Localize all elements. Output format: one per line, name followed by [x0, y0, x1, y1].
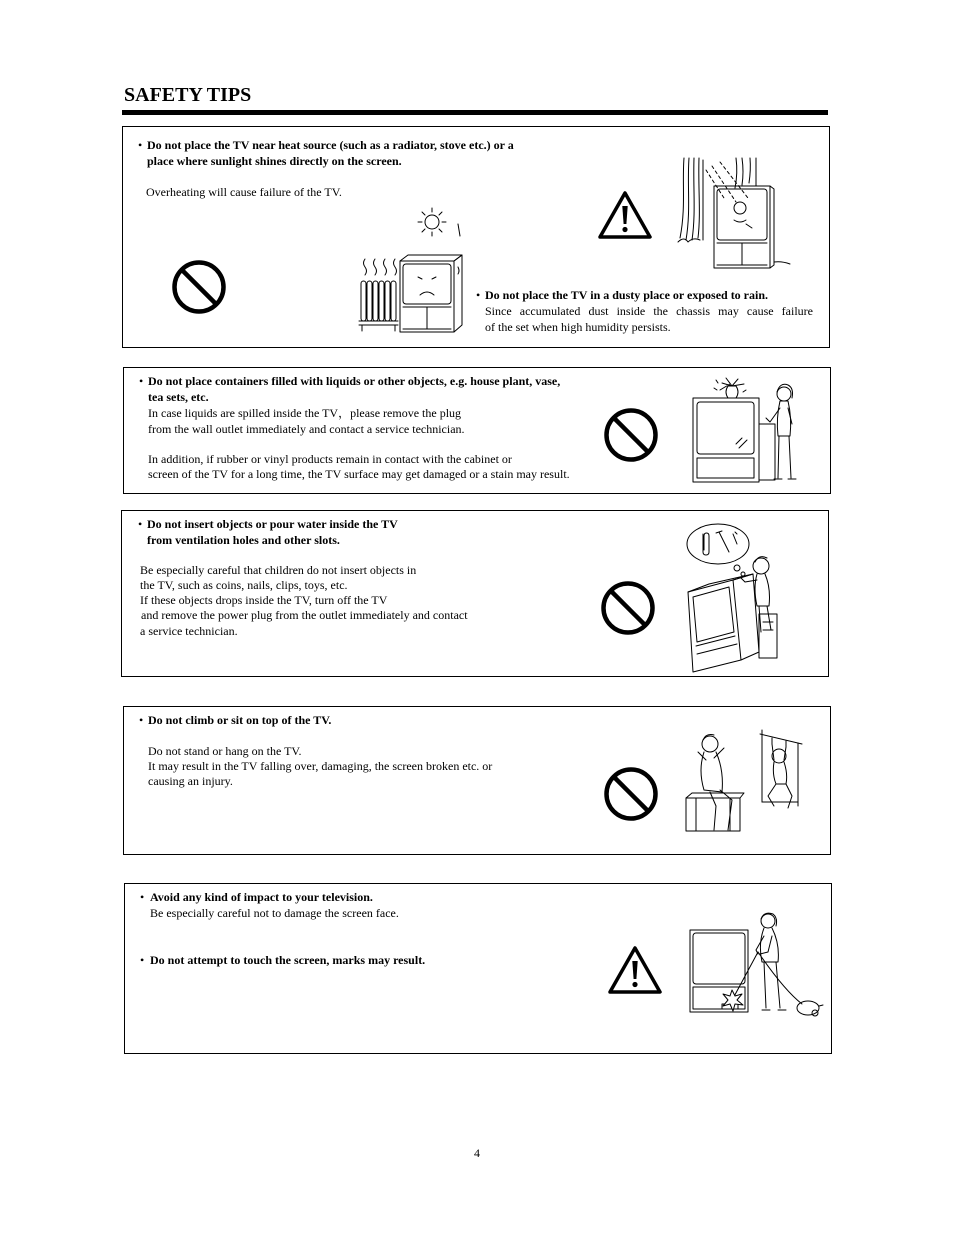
tip-body-line: In addition, if rubber or vinyl products remain in contact with the cabinet or	[148, 452, 512, 466]
child-drawing	[741, 557, 771, 632]
page-number: 4	[474, 1146, 480, 1160]
tip-body-line: If these objects drops inside the TV, turn off the TV	[140, 593, 388, 607]
impact-star-drawing	[723, 990, 743, 1011]
safety-tip-box-heat-and-dust	[122, 126, 830, 348]
tv-drawing	[690, 930, 748, 1012]
woman-drawing	[756, 913, 786, 1010]
bullet: •	[140, 953, 145, 967]
tv-drawing	[714, 186, 774, 268]
tip-heading-line: from ventilation holes and other slots.	[147, 533, 340, 547]
bullet: •	[138, 517, 143, 531]
prohibition-icon	[171, 259, 227, 315]
tv-drawing	[688, 574, 759, 672]
tip-body-line: of the set when high humidity persists.	[485, 320, 671, 334]
tip-heading-line: tea sets, etc.	[148, 390, 209, 404]
sun-rays-drawing	[706, 162, 748, 202]
title-underline-rule	[122, 110, 828, 115]
child-inserting-objects-illustration	[685, 522, 779, 674]
safety-tip-box-liquids	[123, 367, 831, 494]
warning-icon	[597, 190, 653, 240]
bullet: •	[476, 288, 481, 302]
tip-body-line: screen of the TV for a long time, the TV surface may get damaged or a stain may result.	[148, 467, 570, 481]
tip-heading-line: Do not insert objects or pour water inside the TV	[147, 517, 398, 531]
vacuum-impact-illustration	[688, 912, 824, 1022]
tip-heading-line: Do not attempt to touch the screen, marks may result.	[150, 953, 426, 967]
sitting-child-drawing	[698, 735, 732, 830]
safety-tip-box-impact	[124, 883, 832, 1054]
tip-heading-line: Do not place the TV near heat source (such as a radiator, stove etc.) or a	[147, 138, 514, 152]
prohibition-icon	[600, 580, 656, 636]
safety-tip-box-climbing	[123, 706, 831, 855]
tip-body-line: Overheating will cause failure of the TV.	[146, 185, 342, 199]
bullet: •	[139, 713, 144, 727]
tip-body-line: the TV, such as coins, nails, clips, toys, etc.	[140, 578, 348, 592]
tall-tv-frame-drawing	[760, 730, 802, 806]
heat-waves-drawing	[364, 259, 397, 275]
prohibition-icon	[603, 766, 659, 822]
page-title: SAFETY TIPS	[124, 84, 252, 106]
tv-drawing	[693, 398, 759, 482]
thought-bubble-drawing	[687, 524, 749, 576]
tip-body-line: In case liquids are spilled inside the TV，please remove the plug	[148, 406, 462, 420]
tip-body-line: a service technician.	[140, 624, 238, 638]
tip-heading-line: Do not place containers filled with liquids or other objects, e.g. house plant, vase,	[148, 374, 561, 388]
sun-drawing	[418, 208, 460, 236]
curtain-left-drawing	[678, 158, 703, 242]
children-climbing-illustration	[686, 730, 804, 832]
sunlight-window-illustration	[676, 158, 792, 270]
bullet: •	[138, 138, 143, 152]
tip-body-line: causing an injury.	[148, 774, 233, 788]
heat-source-illustration	[358, 205, 464, 333]
tip-body-line: Be especially careful not to damage the screen face.	[150, 906, 399, 920]
safety-tip-box-foreign-objects	[121, 510, 829, 677]
tip-heading-line: Do not climb or sit on top of the TV.	[148, 713, 332, 727]
tip-body-line: Since accumulated dust inside the chassis may cause failure	[485, 304, 813, 318]
tip-body-line: and remove the power plug from the outlet immediately and contact	[141, 608, 468, 622]
tip-body-line: from the wall outlet immediately and contact a service technician.	[148, 422, 465, 436]
vase-drawing	[714, 378, 746, 398]
prohibition-icon	[603, 407, 659, 463]
tip-heading-line: place where sunlight shines directly on the screen.	[147, 154, 402, 168]
hanging-child-drawing	[768, 738, 792, 808]
warning-icon	[607, 945, 663, 995]
curtain-right-drawing	[735, 158, 756, 188]
tip-heading-line: Avoid any kind of impact to your television.	[150, 890, 373, 904]
tv-drawing	[400, 255, 462, 332]
cabinet-drawing	[759, 614, 777, 658]
tip-heading-line: Do not place the TV in a dusty place or exposed to rain.	[485, 288, 769, 302]
bullet: •	[139, 374, 144, 388]
stand-drawing	[759, 424, 775, 480]
heater-drawing	[359, 281, 398, 331]
tip-body-line: It may result in the TV falling over, damaging, the screen broken etc. or	[148, 759, 493, 773]
tip-body-line: Be especially careful that children do not insert objects in	[140, 563, 417, 577]
person-drawing	[766, 384, 796, 479]
tip-body-line: Do not stand or hang on the TV.	[148, 744, 302, 758]
bullet: •	[140, 890, 145, 904]
vase-on-tv-illustration	[692, 378, 804, 484]
